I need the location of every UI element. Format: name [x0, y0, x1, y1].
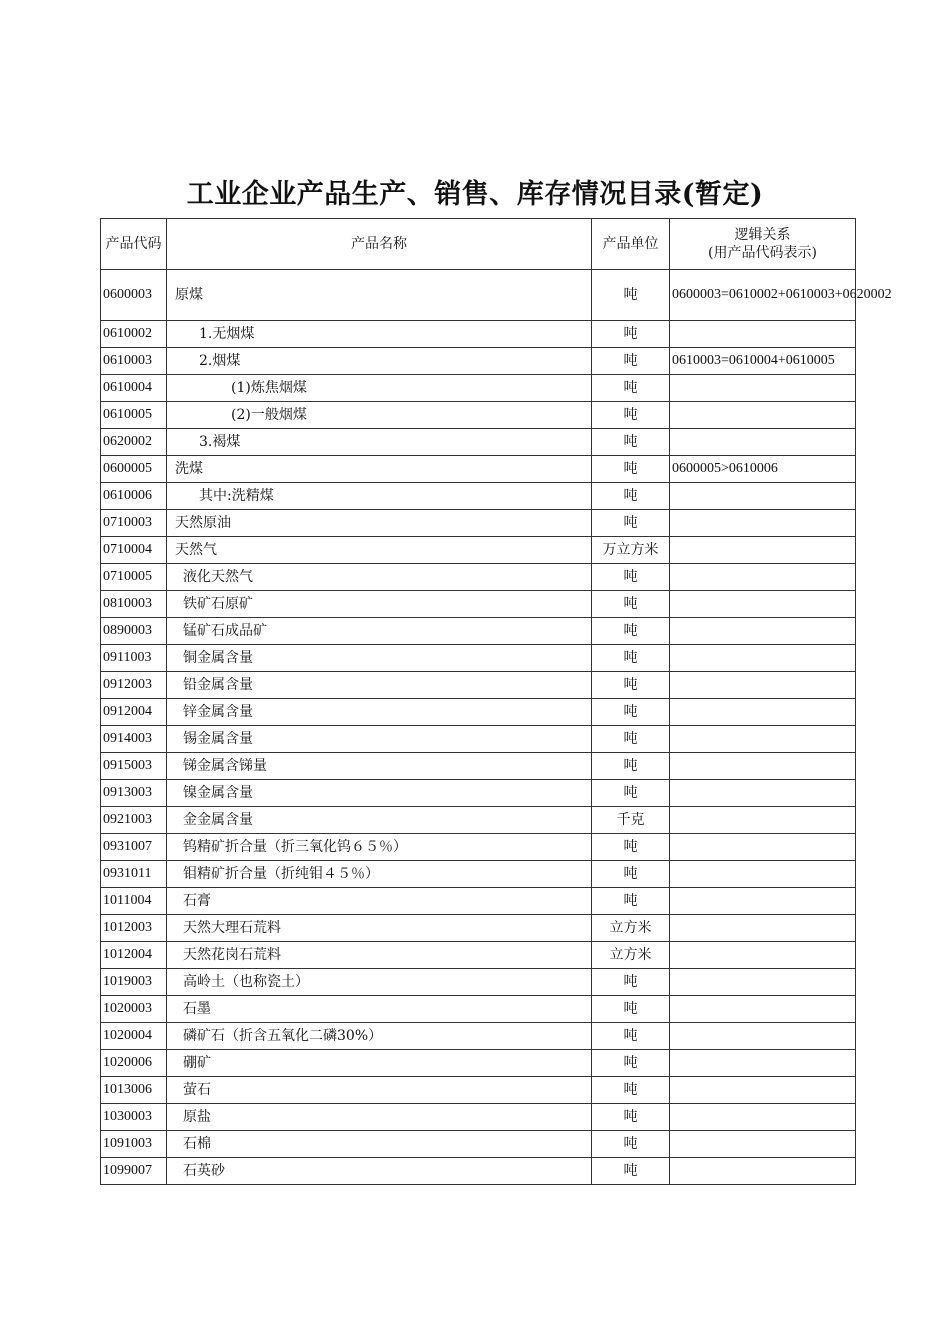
product-name: 硼矿: [167, 1050, 592, 1077]
product-unit: 吨: [592, 483, 670, 510]
product-unit: 万立方米: [592, 537, 670, 564]
product-unit: 吨: [592, 834, 670, 861]
table-row: [101, 1158, 856, 1185]
product-name: 原盐: [167, 1104, 592, 1131]
product-name: 磷矿石（折含五氧化二磷30%）: [167, 1023, 592, 1050]
product-code: 0913003: [101, 780, 167, 807]
product-code: 0911003: [101, 645, 167, 672]
product-catalog-table: [100, 218, 892, 1185]
table-row: [101, 402, 856, 429]
product-code: 0610003: [101, 348, 167, 375]
header-product-name: 产品名称: [167, 219, 592, 270]
product-code: 1012004: [101, 942, 167, 969]
product-code: 0610002: [101, 321, 167, 348]
product-unit: 吨: [592, 1077, 670, 1104]
product-unit: 立方米: [592, 915, 670, 942]
table-row: [101, 888, 856, 915]
product-unit: 吨: [592, 726, 670, 753]
table-row: [101, 780, 856, 807]
product-name: 1.无烟煤: [167, 321, 592, 348]
table-row: [101, 834, 856, 861]
table-row: [101, 915, 856, 942]
table-row: [101, 429, 856, 456]
logic-relation: 0610003=0610004+0610005: [670, 348, 856, 375]
table-row: [101, 591, 856, 618]
table-row: [101, 618, 856, 645]
product-unit: 吨: [592, 1158, 670, 1185]
product-unit: 吨: [592, 564, 670, 591]
product-code: 0710005: [101, 564, 167, 591]
product-unit: 吨: [592, 321, 670, 348]
product-name: 2.烟煤: [167, 348, 592, 375]
product-unit: 千克: [592, 807, 670, 834]
table-row: [101, 1131, 856, 1158]
product-code: 0610004: [101, 375, 167, 402]
logic-relation: 0600005>0610006: [670, 456, 856, 483]
product-unit: 吨: [592, 780, 670, 807]
product-unit: 吨: [592, 591, 670, 618]
product-unit: 吨: [592, 672, 670, 699]
logic-relation: [670, 537, 856, 564]
product-name: (1)炼焦烟煤: [167, 375, 592, 402]
document-title: 工业企业产品生产、销售、库存情况目录(暂定): [186, 179, 764, 210]
product-code: 1020006: [101, 1050, 167, 1077]
product-unit: 吨: [592, 969, 670, 996]
product-name: 铁矿石原矿: [167, 591, 592, 618]
table-row: [101, 753, 856, 780]
table-row: [101, 321, 856, 348]
product-name: 高岭土（也称瓷土）: [167, 969, 592, 996]
table-row: [101, 942, 856, 969]
product-code: 1012003: [101, 915, 167, 942]
header-logic-relation: [670, 219, 856, 270]
logic-relation: [670, 564, 856, 591]
table-row: [101, 996, 856, 1023]
table-row: [101, 645, 856, 672]
product-code: 1020003: [101, 996, 167, 1023]
logic-relation: [670, 1023, 856, 1050]
product-unit: 吨: [592, 402, 670, 429]
logic-relation: [670, 429, 856, 456]
logic-relation: [670, 1158, 856, 1185]
table-row: [101, 375, 856, 402]
product-name: 天然花岗石荒料: [167, 942, 592, 969]
logic-relation: [670, 888, 856, 915]
table-row: [101, 672, 856, 699]
header-logic-title: 逻辑关系: [734, 227, 791, 243]
logic-relation: [670, 321, 856, 348]
product-code: 1013006: [101, 1077, 167, 1104]
logic-relation: [670, 834, 856, 861]
table-row: [101, 564, 856, 591]
product-unit: 吨: [592, 375, 670, 402]
product-name: 钨精矿折合量（折三氧化钨６５％）: [167, 834, 592, 861]
logic-relation: [670, 1131, 856, 1158]
table-row: [101, 456, 856, 483]
product-name: 铜金属含量: [167, 645, 592, 672]
table-header-row: [101, 219, 856, 270]
product-unit: 吨: [592, 348, 670, 375]
logic-relation: [670, 1077, 856, 1104]
product-name: 石棉: [167, 1131, 592, 1158]
product-unit: 吨: [592, 699, 670, 726]
product-code: 0600005: [101, 456, 167, 483]
product-unit: 吨: [592, 1131, 670, 1158]
product-name: 镍金属含量: [167, 780, 592, 807]
table-row: [101, 726, 856, 753]
table-row: [101, 1077, 856, 1104]
product-name: 钼精矿折合量（折纯钼４５％）: [167, 861, 592, 888]
logic-relation: [670, 402, 856, 429]
product-unit: 吨: [592, 1050, 670, 1077]
product-name: 锡金属含量: [167, 726, 592, 753]
logic-relation: [670, 780, 856, 807]
product-unit: 吨: [592, 429, 670, 456]
product-code: 0921003: [101, 807, 167, 834]
product-unit: 吨: [592, 753, 670, 780]
logic-relation: [670, 915, 856, 942]
table-row: [101, 270, 856, 321]
product-name: (2)一般烟煤: [167, 402, 592, 429]
product-code: 1011004: [101, 888, 167, 915]
product-unit: 吨: [592, 456, 670, 483]
product-unit: 吨: [592, 861, 670, 888]
product-name: 铅金属含量: [167, 672, 592, 699]
product-name: 锑金属含锑量: [167, 753, 592, 780]
product-name: 液化天然气: [167, 564, 592, 591]
product-code: 0600003: [101, 270, 167, 321]
product-name: 洗煤: [167, 456, 592, 483]
logic-relation: [670, 807, 856, 834]
product-name: 锰矿石成品矿: [167, 618, 592, 645]
product-code: 1091003: [101, 1131, 167, 1158]
table-row: [101, 1104, 856, 1131]
product-unit: 吨: [592, 1104, 670, 1131]
header-product-code: 产品代码: [101, 219, 167, 270]
product-unit: 吨: [592, 270, 670, 321]
logic-relation: [670, 942, 856, 969]
table-row: [101, 510, 856, 537]
header-logic-subtitle: (用产品代码表示): [708, 245, 817, 261]
product-name: 天然大理石荒料: [167, 915, 592, 942]
product-name: 石膏: [167, 888, 592, 915]
product-unit: 立方米: [592, 942, 670, 969]
product-name: 金金属含量: [167, 807, 592, 834]
table-row: [101, 537, 856, 564]
table-row: [101, 861, 856, 888]
product-code: 0610006: [101, 483, 167, 510]
table-row: [101, 1050, 856, 1077]
logic-relation: [670, 996, 856, 1023]
logic-relation: [670, 375, 856, 402]
product-name: 原煤: [167, 270, 592, 321]
product-name: 锌金属含量: [167, 699, 592, 726]
logic-relation: 0600003=0610002+0610003+0620002: [670, 270, 856, 321]
product-unit: 吨: [592, 510, 670, 537]
table-row: [101, 1023, 856, 1050]
product-code: 0710003: [101, 510, 167, 537]
product-code: 1030003: [101, 1104, 167, 1131]
product-name: 3.褐煤: [167, 429, 592, 456]
product-code: 0912004: [101, 699, 167, 726]
product-code: 0810003: [101, 591, 167, 618]
product-code: 0620002: [101, 429, 167, 456]
product-code: 0915003: [101, 753, 167, 780]
product-unit: 吨: [592, 888, 670, 915]
logic-relation: [670, 483, 856, 510]
table-row: [101, 807, 856, 834]
product-unit: 吨: [592, 618, 670, 645]
logic-relation: [670, 510, 856, 537]
logic-relation: [670, 699, 856, 726]
product-code: 1020004: [101, 1023, 167, 1050]
logic-relation: [670, 618, 856, 645]
product-name: 石英砂: [167, 1158, 592, 1185]
product-name: 石墨: [167, 996, 592, 1023]
product-code: 0610005: [101, 402, 167, 429]
product-code: 1099007: [101, 1158, 167, 1185]
product-code: 0914003: [101, 726, 167, 753]
logic-relation: [670, 591, 856, 618]
product-code: 0912003: [101, 672, 167, 699]
product-name: 天然原油: [167, 510, 592, 537]
table-row: [101, 969, 856, 996]
table-row: [101, 348, 856, 375]
product-name: 其中:洗精煤: [167, 483, 592, 510]
logic-relation: [670, 861, 856, 888]
logic-relation: [670, 672, 856, 699]
table-row: [101, 483, 856, 510]
logic-relation: [670, 969, 856, 996]
product-name: 萤石: [167, 1077, 592, 1104]
table-row: [101, 699, 856, 726]
logic-relation: [670, 1104, 856, 1131]
product-unit: 吨: [592, 1023, 670, 1050]
product-code: 0710004: [101, 537, 167, 564]
product-name: 天然气: [167, 537, 592, 564]
header-product-unit: 产品单位: [592, 219, 670, 270]
product-code: 1019003: [101, 969, 167, 996]
product-code: 0931011: [101, 861, 167, 888]
product-unit: 吨: [592, 996, 670, 1023]
logic-relation: [670, 753, 856, 780]
logic-relation: [670, 726, 856, 753]
product-unit: 吨: [592, 645, 670, 672]
logic-relation: [670, 1050, 856, 1077]
logic-relation: [670, 645, 856, 672]
product-code: 0931007: [101, 834, 167, 861]
product-code: 0890003: [101, 618, 167, 645]
